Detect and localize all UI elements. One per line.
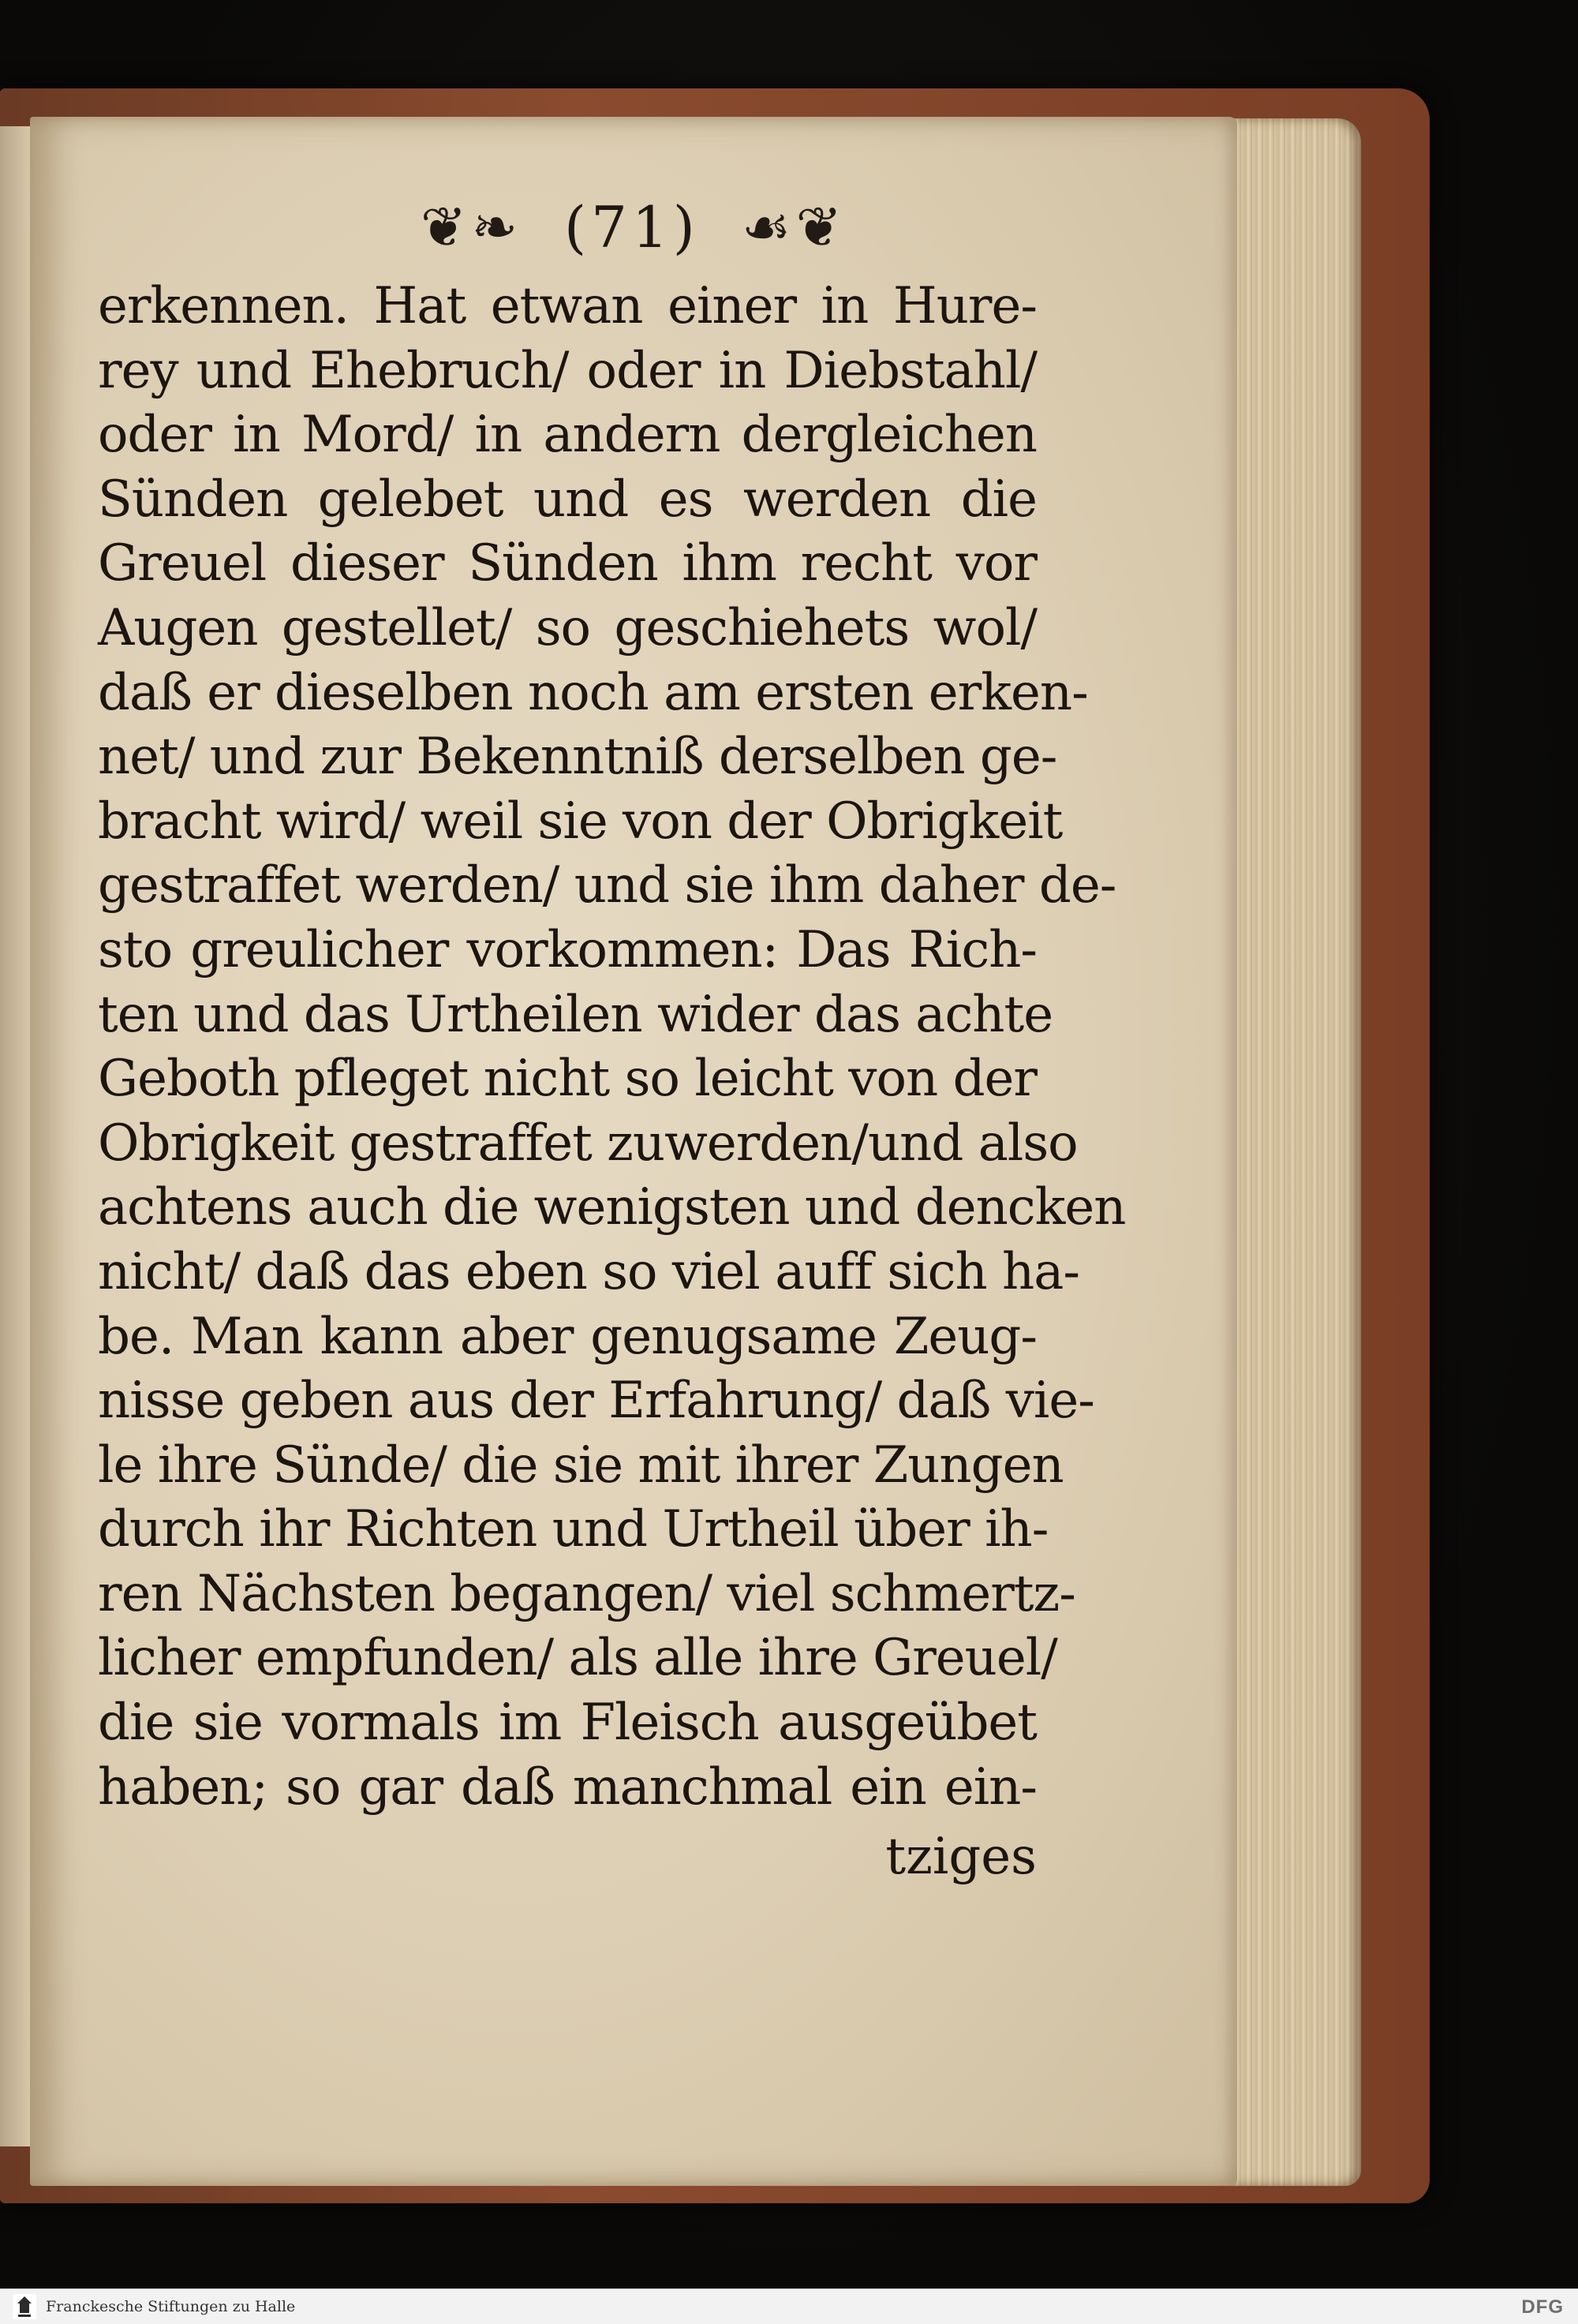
- text-line: bracht wird/ weil sie von der Obrigkeit: [98, 792, 1063, 851]
- catchword: tziges: [885, 1828, 1037, 1886]
- book-page: [30, 117, 1237, 2186]
- text-line: licher empfunden/ als alle ihre Greuel/: [98, 1629, 1057, 1688]
- footer-bar: [0, 2288, 1578, 2324]
- text-line: ten und das Urtheilen wider das achte: [98, 985, 1053, 1044]
- text-line: die sie vormals im Fleisch ausgeübet: [98, 1693, 1037, 1753]
- text-line: nisse geben aus der Erfahrung/ daß vie-: [98, 1372, 1094, 1431]
- text-line: Geboth pfleget nicht so leicht von der: [98, 1050, 1037, 1109]
- text-line: sto greulicher vorkommen: Das Rich-: [98, 920, 1037, 979]
- body-text: [98, 275, 1126, 1820]
- text-line: durch ihr Richten und Urtheil über ih-: [98, 1500, 1049, 1559]
- page-number: (71): [564, 194, 700, 260]
- text-line: Sünden gelebet und es werden die: [98, 470, 1037, 529]
- text-line: net/ und zur Bekenntniß derselben ge-: [98, 728, 1057, 787]
- ornament-left-icon: ❦❧: [420, 195, 523, 260]
- dfg-logo[interactable]: DFG: [1521, 2296, 1564, 2318]
- text-line: oder in Mord/ in andern dergleichen: [98, 406, 1037, 465]
- text-line: ren Nächsten begangen/ viel schmertz-: [98, 1564, 1075, 1623]
- text-line: nicht/ daß das eben so viel auff sich ha-: [98, 1242, 1080, 1301]
- text-line: rey und Ehebruch/ oder in Diebstahl/: [98, 341, 1037, 400]
- text-line: achtens auch die wenigsten und dencken: [98, 1178, 1126, 1237]
- page-edges: [1219, 118, 1361, 2186]
- text-line: le ihre Sünde/ die sie mit ihrer Zungen: [98, 1435, 1064, 1495]
- facing-page-edge: [0, 126, 33, 2146]
- text-line: Augen gestellet/ so geschiehets wol/: [98, 598, 1037, 657]
- text-line: be. Man kann aber genugsame Zeug-: [98, 1307, 1037, 1366]
- ornament-right-icon: ☙❦: [741, 195, 847, 260]
- text-line: Greuel dieser Sünden ihm recht vor: [98, 534, 1037, 593]
- text-line: gestraffet werden/ und sie ihm daher de-: [98, 856, 1116, 915]
- text-line: Obrigkeit gestraffet zuwerden/und also: [98, 1113, 1078, 1173]
- text-line: erkennen. Hat etwan einer in Hure-: [98, 277, 1037, 335]
- text-line: daß er dieselben noch am ersten erken-: [98, 663, 1088, 722]
- page-header: [30, 189, 1237, 260]
- institution-link[interactable]: Franckesche Stiftungen zu Halle: [46, 2298, 296, 2315]
- text-line: haben; so gar daß manchmal ein ein-: [98, 1757, 1037, 1817]
- institution-logo-icon[interactable]: [13, 2294, 36, 2319]
